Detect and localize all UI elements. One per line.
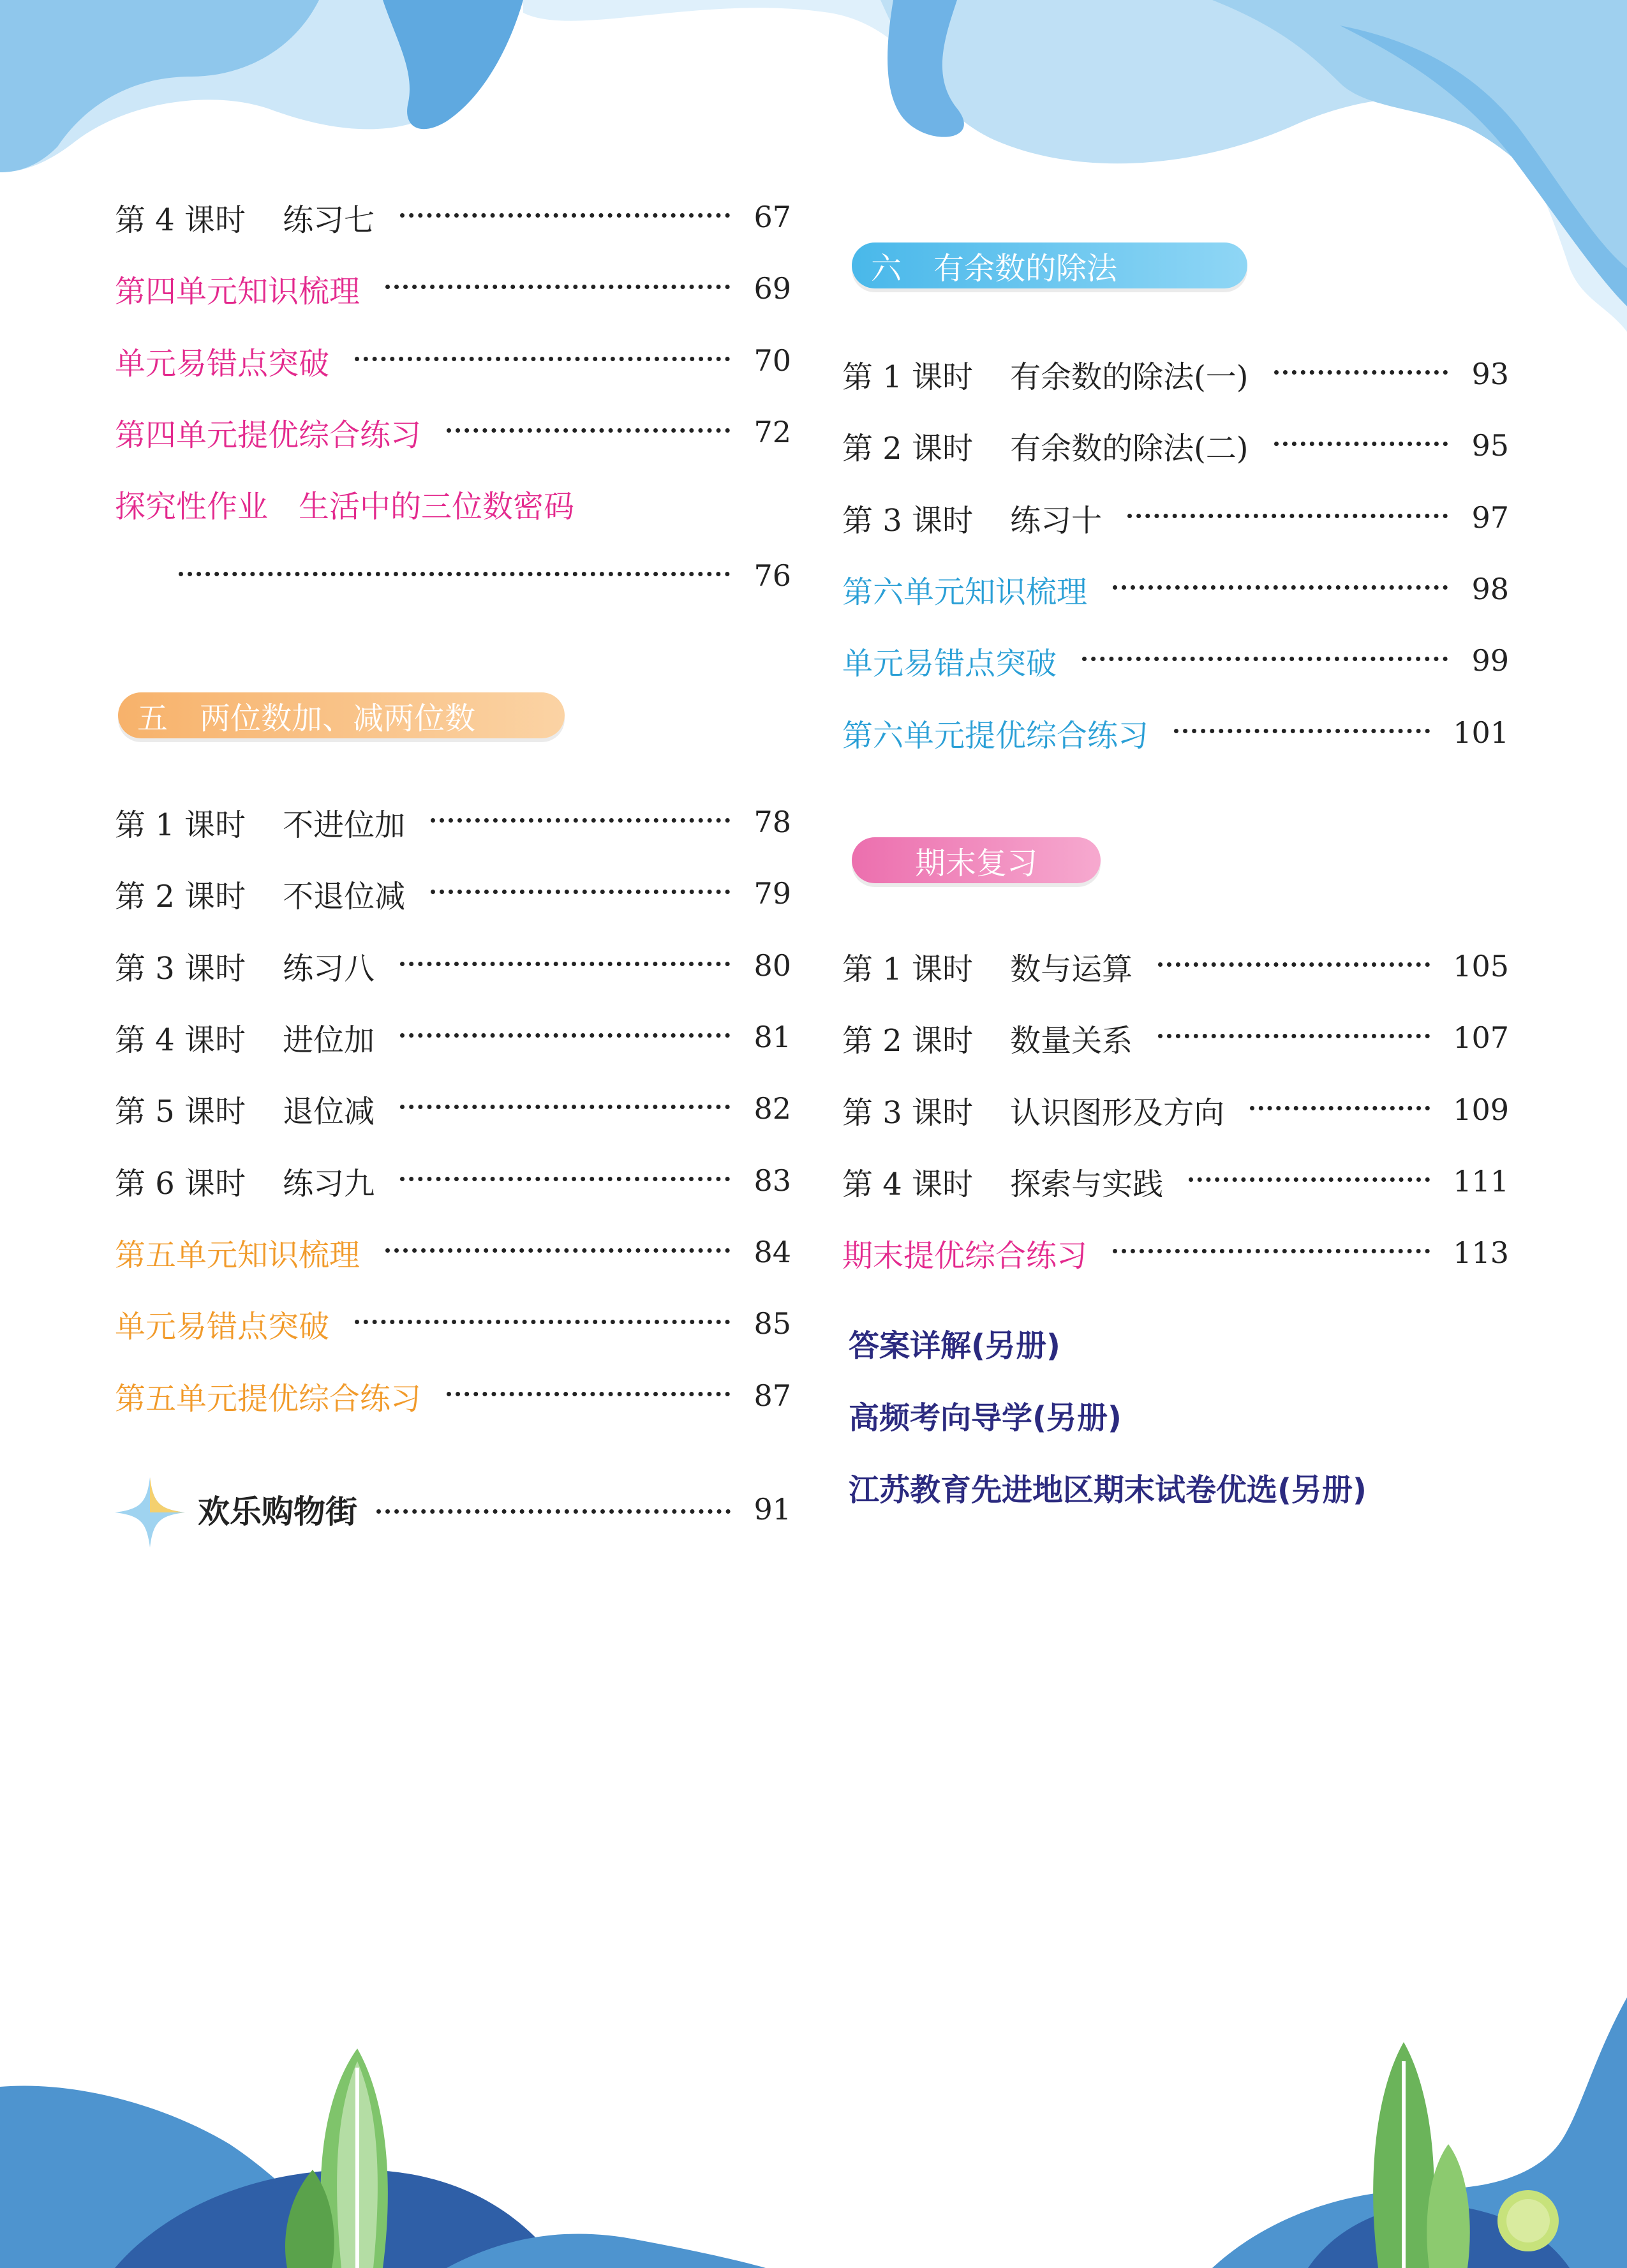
page-number: 101 [1453, 715, 1509, 750]
toc-entry[interactable] [842, 1156, 1509, 1207]
entry-title: 单元易错点突破 [842, 645, 1057, 682]
entry-title: 期末提优综合练习 [842, 1237, 1088, 1274]
entry-title: 数量关系 [1010, 1022, 1133, 1059]
lesson-number: 第 1 课时 [115, 807, 246, 843]
leader-dots [1189, 1177, 1430, 1182]
toc-entry-continuation[interactable] [179, 550, 791, 601]
section-title: 期末复习 [914, 845, 1037, 881]
entry-title: 有余数的除法(二) [1010, 430, 1249, 466]
toc-entry[interactable] [842, 941, 1509, 992]
toc-entry[interactable] [115, 796, 791, 847]
toc-entry[interactable] [115, 335, 791, 386]
toc-entry[interactable] [115, 1083, 791, 1134]
page-number: 109 [1453, 1093, 1509, 1127]
leader-dots [385, 285, 730, 289]
toc-entry-special[interactable] [115, 1477, 791, 1541]
page-number: 76 [754, 558, 791, 593]
page-number: 91 [754, 1492, 791, 1526]
leader-dots [376, 1509, 731, 1514]
exam-papers-link[interactable]: 江苏教育先进地区期末试卷优选(另册) [849, 1472, 1367, 1508]
leader-dots [400, 1177, 730, 1181]
leader-dots [355, 1320, 730, 1324]
toc-entry[interactable] [115, 1011, 791, 1063]
page-number: 99 [1471, 643, 1509, 678]
study-guide-link[interactable]: 高频考向导学(另册) [849, 1400, 1122, 1436]
entry-title: 认识图形及方向 [1010, 1094, 1225, 1131]
section-number: 六 [871, 250, 902, 287]
toc-entry[interactable] [115, 1155, 791, 1206]
leader-dots [1174, 729, 1430, 733]
leader-dots [1158, 1034, 1430, 1038]
entry-title: 退位减 [283, 1093, 375, 1130]
bottom-hills-decoration [0, 1978, 1627, 2268]
entry-title: 探究性作业 生活中的三位数密码 [115, 488, 575, 525]
page-number: 105 [1453, 949, 1509, 983]
toc-entry[interactable] [115, 191, 791, 242]
leader-dots [179, 572, 730, 576]
toc-entry[interactable] [842, 492, 1509, 543]
toc-entry[interactable] [842, 420, 1509, 471]
entry-title: 第四单元知识梳理 [115, 273, 360, 310]
toc-entry[interactable] [115, 868, 791, 919]
leader-dots [431, 890, 730, 894]
leader-dots [1274, 442, 1448, 446]
entry-title: 欢乐购物街 [198, 1493, 357, 1530]
toc-entry[interactable] [115, 263, 791, 314]
page-number: 78 [754, 805, 791, 839]
entry-title: 探索与实践 [1010, 1166, 1164, 1202]
leader-dots [1113, 1249, 1430, 1253]
leader-dots [1250, 1106, 1430, 1110]
toc-entry[interactable] [842, 635, 1509, 686]
lesson-number: 第 3 课时 [842, 502, 974, 539]
leader-dots [400, 1105, 730, 1109]
toc-entry[interactable] [842, 707, 1509, 758]
lesson-number: 第 4 课时 [842, 1166, 974, 1202]
entry-title: 第四单元提优综合练习 [115, 417, 422, 453]
page-number: 79 [754, 876, 791, 911]
lesson-number: 第 2 课时 [842, 430, 974, 466]
section-title: 两位数加、减两位数 [200, 700, 476, 736]
entry-title: 单元易错点突破 [115, 1308, 330, 1345]
answer-key-link[interactable]: 答案详解(另册) [849, 1328, 1060, 1364]
page-number: 82 [754, 1091, 791, 1126]
entry-title: 有余数的除法(一) [1010, 359, 1249, 395]
toc-entry[interactable] [842, 563, 1509, 615]
entry-title: 进位加 [283, 1022, 375, 1058]
toc-entry[interactable] [115, 1370, 791, 1421]
section-5-badge [118, 692, 565, 738]
section-title: 有余数的除法 [933, 250, 1118, 287]
entry-title: 第五单元提优综合练习 [115, 1380, 422, 1417]
final-review-badge [852, 837, 1101, 883]
leader-dots [447, 1392, 730, 1396]
toc-entry[interactable] [115, 407, 791, 458]
leader-dots [385, 1248, 730, 1253]
leader-dots [400, 962, 730, 966]
page-number: 81 [754, 1020, 791, 1054]
lesson-number: 第 2 课时 [115, 878, 246, 914]
toc-entry[interactable] [842, 1227, 1509, 1278]
page-number: 70 [754, 343, 791, 378]
leader-dots [400, 1033, 730, 1038]
entry-title: 练习十 [1010, 502, 1103, 539]
entry-title: 单元易错点突破 [115, 345, 330, 382]
page-number: 69 [754, 271, 791, 306]
toc-entry[interactable] [842, 1012, 1509, 1063]
leader-dots [1158, 962, 1430, 967]
page-number: 93 [1471, 357, 1509, 391]
lesson-number: 第 1 课时 [842, 951, 974, 987]
lesson-number: 第 6 课时 [115, 1165, 246, 1202]
toc-entry[interactable] [115, 940, 791, 991]
lesson-number: 第 5 课时 [115, 1093, 246, 1130]
leader-dots [400, 213, 730, 218]
page-number: 84 [754, 1235, 791, 1269]
entry-title: 第五单元知识梳理 [115, 1237, 360, 1273]
page-number: 87 [754, 1378, 791, 1413]
star-icon [115, 1477, 185, 1548]
lesson-number: 第 3 课时 [115, 950, 246, 987]
leader-dots [1127, 514, 1448, 518]
lesson-number: 第 4 课时 [115, 1022, 246, 1058]
leader-dots [1082, 657, 1448, 661]
lesson-number: 第 2 课时 [842, 1022, 974, 1059]
page-number: 97 [1471, 500, 1509, 535]
toc-entry[interactable] [842, 1084, 1509, 1135]
page-number: 67 [754, 200, 791, 234]
page-number: 98 [1471, 572, 1509, 606]
page-number: 107 [1453, 1020, 1509, 1055]
leader-dots [447, 428, 730, 433]
toc-entry-title-only[interactable] [115, 478, 791, 529]
entry-title: 不进位加 [283, 807, 406, 843]
leader-dots [1113, 585, 1448, 590]
leader-dots [1274, 370, 1448, 375]
lesson-number: 第 1 课时 [842, 359, 974, 395]
tree-icon [1497, 2190, 1559, 2251]
lesson-number: 第 3 课时 [842, 1094, 974, 1131]
entry-title: 不退位减 [283, 878, 406, 914]
lesson-number: 第 4 课时 [115, 202, 246, 238]
page-number: 111 [1453, 1164, 1509, 1198]
page-number: 83 [754, 1163, 791, 1198]
toc-entry[interactable] [115, 1298, 791, 1349]
toc-entry[interactable] [115, 1227, 791, 1278]
page-number: 80 [754, 948, 791, 983]
page-number: 95 [1471, 428, 1509, 463]
page-number: 113 [1453, 1235, 1509, 1270]
leader-dots [431, 818, 730, 823]
toc-entry[interactable] [842, 348, 1509, 399]
page-number: 72 [754, 415, 791, 449]
entry-title: 数与运算 [1010, 951, 1133, 987]
entry-title: 练习七 [283, 202, 375, 238]
leader-dots [355, 357, 730, 361]
entry-title: 第六单元提优综合练习 [842, 717, 1149, 754]
entry-title: 练习八 [283, 950, 375, 987]
section-6-badge [852, 242, 1247, 288]
section-number: 五 [137, 700, 168, 736]
entry-title: 第六单元知识梳理 [842, 574, 1088, 610]
page-number: 85 [754, 1306, 791, 1341]
tree-icon [1373, 2042, 1434, 2268]
entry-title: 练习九 [283, 1165, 375, 1202]
